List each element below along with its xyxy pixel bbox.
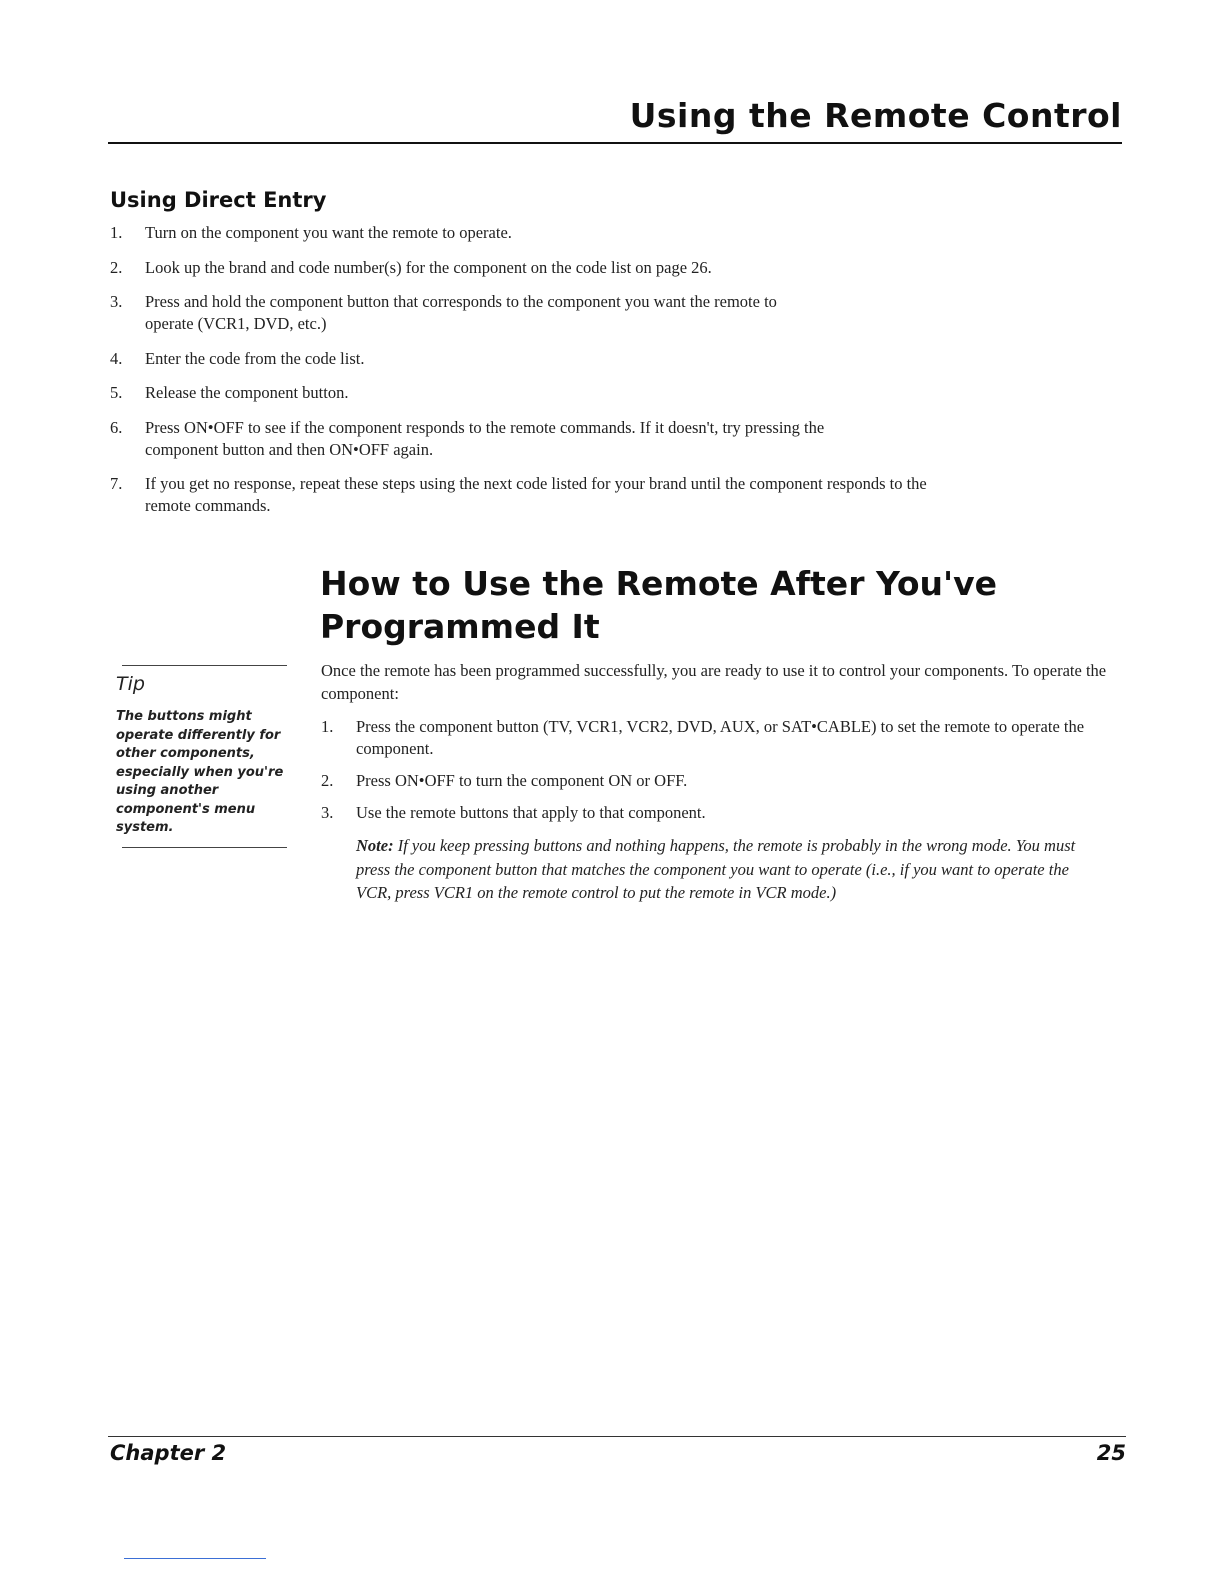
step-text: Enter the code from the code list. (145, 348, 365, 368)
list-item (321, 770, 1121, 792)
list-item (110, 417, 930, 461)
step-number: 3. (110, 292, 123, 311)
step-number: 7. (110, 474, 123, 493)
step-text: Press the component button (TV, VCR1, VCR2, DVD, AUX, or SAT•CABLE) to set the remote to operate the component. (356, 717, 1085, 758)
step-number: 1. (110, 223, 123, 242)
list-item (321, 802, 1121, 824)
tip-divider-top (122, 665, 287, 666)
step-text: Turn on the component you want the remote to operate. (145, 223, 512, 242)
note-paragraph (356, 834, 1096, 905)
list-item (110, 222, 930, 244)
tip-title: Tip (116, 673, 145, 695)
tip-text: The buttons might operate differently for other components, especially when you're using another component's menu system. (116, 709, 284, 835)
step-number: 6. (110, 417, 123, 437)
list-item (110, 348, 930, 370)
blue-underline-mark (124, 1558, 266, 1559)
direct-entry-heading: Using Direct Entry (110, 188, 327, 212)
how-to-use-steps (321, 716, 1121, 834)
step-text: Press ON•OFF to turn the component ON or OFF. (356, 771, 688, 790)
how-to-use-heading: How to Use the Remote After You've Programmed It (320, 564, 997, 646)
list-item (321, 716, 1121, 760)
list-item (110, 382, 930, 404)
list-item (110, 257, 930, 279)
list-item (110, 291, 930, 335)
footer-divider (108, 1436, 1126, 1437)
footer-chapter: Chapter 2 (110, 1441, 227, 1465)
note-text: If you keep pressing buttons and nothing happens, the remote is probably in the wrong mode. You must press the component button that matches the component you want to operate (i.e., if you want to operate the VCR, press VCR1 on the remote control to put the remote in VCR mode.) (356, 836, 1076, 902)
step-number: 2. (110, 257, 123, 277)
note-label: Note: (356, 836, 394, 855)
step-text: Look up the brand and code number(s) for the component on the code list on page 26. (145, 257, 712, 277)
step-number: 1. (321, 717, 334, 736)
step-text: If you get no response, repeat these steps using the next code listed for your brand until the component responds to the remote commands. (145, 474, 927, 515)
tip-divider-bottom (122, 847, 287, 848)
header-divider (108, 142, 1122, 144)
direct-entry-steps (110, 222, 930, 530)
step-text: Press ON•OFF to see if the component responds to the remote commands. If it doesn't, try pressing the component button and then ON•OFF again. (145, 417, 825, 459)
footer-page-number: 25 (1096, 1441, 1126, 1465)
step-number: 5. (110, 383, 123, 402)
step-number: 4. (110, 348, 123, 368)
list-item (110, 473, 930, 517)
page-header-title: Using the Remote Control (629, 96, 1122, 135)
step-number: 3. (321, 803, 334, 822)
how-to-use-intro: Once the remote has been programmed successfully, you are ready to use it to control your components. To operate the component: (321, 661, 1107, 703)
step-number: 2. (321, 771, 334, 790)
step-text: Press and hold the component button that corresponds to the component you want the remote to operate (VCR1, DVD, etc.) (145, 292, 777, 333)
step-text: Release the component button. (145, 383, 349, 402)
step-text: Use the remote buttons that apply to that component. (356, 803, 706, 822)
